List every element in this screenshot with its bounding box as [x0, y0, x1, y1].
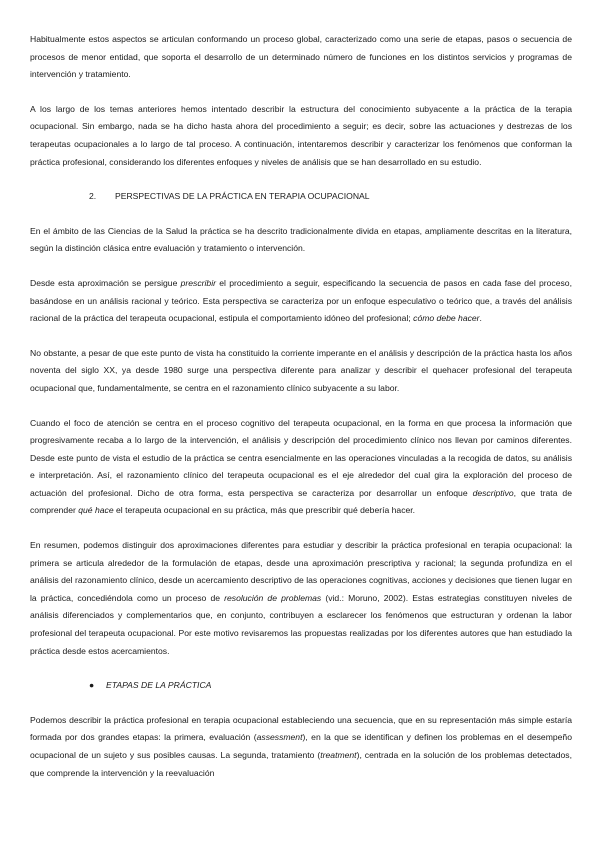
subsection-heading: [89, 677, 572, 695]
paragraph-summary: En resumen, podemos distinguir dos aproximaciones diferentes para estudiar y describir la práctica profesional en terapia ocupacional: la primera se articula alrededor de la formulación de etapas, desde una aproximación prescriptiva y racional; la segunda profundiza en el análisis del razonamiento clínico, desde un acercamiento descriptivo de las operaciones cognitivas, acciones y decisiones que tienen lugar en la práctica, concediéndola como un proceso de resolución de problemas (vid.: Moruno, 2002). Estas estrategias constituyen niveles de análisis diferenciados y complementarios que, en conjunto, contribuyen a esclarecer los fenómenos que estructuran y ordenan la labor profesional del terapeuta ocupacional. Por este motivo revisaremos las propuestas realizadas por los diferentes autores que han estudiado la práctica desde estos acercamientos.: [30, 540, 572, 656]
paragraph-prescriptive: Desde esta aproximación se persigue prescribir el procedimiento a seguir, especificando la secuencia de pasos en cada fase del proceso, basándose en un análisis racional y teórico. Esta perspectiva se caracteriza por un enfoque especulativo o teórico que, a través del análisis racional de la práctica del terapeuta ocupacional, estipula el comportamiento idóneo del profesional; cómo debe hacer.: [30, 277, 572, 324]
subsection-title: ETAPAS DE LA PRÁCTICA: [106, 680, 212, 691]
paragraph-health-sciences: En el ámbito de las Ciencias de la Salud la práctica se ha descrito tradicionalmente divida en etapas, ampliamente descritas en la literatura, según la distinción clásica entre evaluación y tratamiento o intervención.: [30, 225, 572, 254]
emphasis-resolucion: resolución de problemas: [224, 592, 322, 603]
emphasis-assessment: assessment: [256, 732, 303, 743]
section-heading: [89, 188, 572, 206]
section-number: 2.: [89, 191, 97, 202]
emphasis-descriptivo: descriptivo: [472, 487, 514, 498]
paragraph-descriptive: Cuando el foco de atención se centra en el proceso cognitivo del terapeuta ocupacional, en la forma en que procesa la información que progresivamente recaba a lo largo de la intervención, el análisis y descripción del procedimiento clínico nos llevan por caminos diferentes. Desde este punto de vista el estudio de la práctica se centra esencialmente en las operaciones vinculadas a la recogida de datos, su análisis e interpretación. Así, el razonamiento clínico del terapeuta ocupacional es el eje alrededor del cual gira la exploración del proceso de actuación del profesional. Dicho de otra forma, esta perspectiva se caracteriza por desarrollar un enfoque descriptivo, que trata de comprender qué hace el terapeuta ocupacional en su práctica, más que prescribir qué debería hacer.: [30, 417, 572, 516]
paragraph-stages: Podemos describir la práctica profesional en terapia ocupacional estableciendo una secuencia, que en su representación más simple estaría formada por dos grandes etapas: la primera, evaluación (assessment), en la que se identifican y definen los problemas en el desempeño ocupacional de un sujeto y sus posibles causas. La segunda, tratamiento (treatment), centrada en la solución de los problemas detectados, que comprende la intervención y la reevaluación: [30, 714, 572, 778]
paragraph-intro: Habitualmente estos aspectos se articulan conformando un proceso global, caracterizado como una serie de etapas, pasos o secuencia de procesos de menor entidad, que soporta el desarrollo de un determinado número de funciones en los distintos servicios y programas de intervención y tratamiento.: [30, 34, 572, 80]
emphasis-que-hace: qué hace: [78, 505, 114, 516]
paragraph-however: No obstante, a pesar de que este punto de vista ha constituido la corriente imperante en el análisis y descripción de la práctica hasta los años noventa del siglo XX, ya desde 1980 surge una perspectiva diferente para analizar y describir el quehacer profesional del terapeuta ocupacional que, fundamentalmente, se centra en el razonamiento clínico subyacente a su labor.: [30, 347, 572, 393]
emphasis-treatment: treatment: [320, 750, 357, 760]
emphasis-prescribir: prescribir: [180, 277, 216, 288]
paragraph-context: A los largo de los temas anteriores hemos intentado describir la estructura del conocimiento subyacente a la práctica de la terapia ocupacional. Sin embargo, nada se ha dicho hasta ahora del procedimiento a seguir; es decir, sobre las actuaciones y destrezas de los terapeutas ocupacionales a lo largo de tal proceso. A continuación, intentaremos describir y caracterizar los fenómenos que conforman la práctica profesional, considerando los diferentes enfoques y niveles de análisis que se han desarrollado en su estudio.: [30, 103, 572, 167]
section-title: PERSPECTIVAS DE LA PRÁCTICA EN TERAPIA OCUPACIONAL: [115, 191, 370, 202]
emphasis-como-debe-hacer: cómo debe hacer: [413, 313, 480, 324]
document-page: [30, 31, 572, 782]
bullet-icon: ●: [89, 680, 95, 691]
